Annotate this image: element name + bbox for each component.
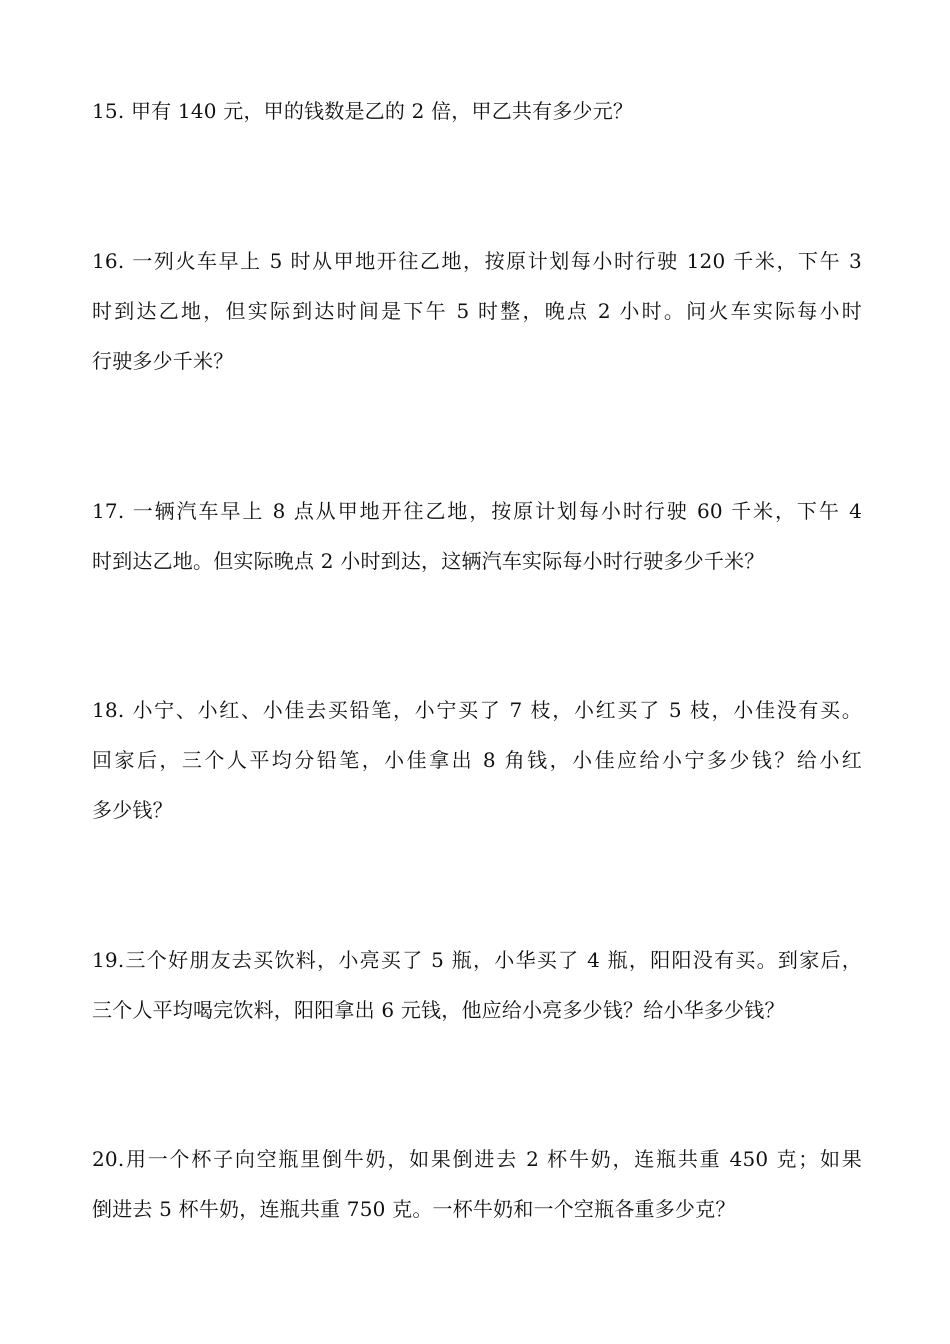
problem-19-line-2: 三个人平均喝完饮料，阳阳拿出 6 元钱，他应给小亮多少钱？给小华多少钱？ bbox=[92, 998, 785, 1022]
problem-19 bbox=[92, 935, 862, 1035]
problem-16 bbox=[92, 236, 862, 386]
problem-20 bbox=[92, 1134, 862, 1234]
problem-17-line-1: 17. 一辆汽车早上 8 点从甲地开往乙地，按原计划每小时行驶 60 千米，下午 4 bbox=[92, 499, 862, 523]
problem-16-line-1: 16. 一列火车早上 5 时从甲地开往乙地，按原计划每小时行驶 120 千米，下午 3 bbox=[92, 249, 862, 273]
problem-17-line-2: 时到达乙地。但实际晚点 2 小时到达，这辆汽车实际每小时行驶多少千米？ bbox=[92, 549, 765, 573]
problem-16-line-2: 时到达乙地，但实际到达时间是下午 5 时整，晚点 2 小时。问火车实际每小时 bbox=[92, 299, 862, 323]
problem-15 bbox=[92, 86, 862, 136]
problem-20-line-2: 倒进去 5 杯牛奶，连瓶共重 750 克。一杯牛奶和一个空瓶各重多少克？ bbox=[92, 1197, 736, 1221]
problem-18 bbox=[92, 685, 862, 835]
problem-18-line-1: 18. 小宁、小红、小佳去买铅笔，小宁买了 7 枝，小红买了 5 枝，小佳没有买。 bbox=[92, 698, 862, 722]
problem-18-line-2: 回家后，三个人平均分铅笔，小佳拿出 8 角钱，小佳应给小宁多少钱？给小红 bbox=[92, 748, 862, 772]
problem-19-line-1: 19.三个好朋友去买饮料，小亮买了 5 瓶，小华买了 4 瓶，阳阳没有买。到家后， bbox=[92, 948, 862, 972]
problem-16-line-3: 行驶多少千米？ bbox=[92, 349, 234, 373]
problem-18-line-3: 多少钱？ bbox=[92, 798, 173, 822]
problem-17 bbox=[92, 486, 862, 586]
problem-15-line-1: 15. 甲有 140 元，甲的钱数是乙的 2 倍，甲乙共有多少元？ bbox=[92, 99, 634, 123]
problem-20-line-1: 20.用一个杯子向空瓶里倒牛奶，如果倒进去 2 杯牛奶，连瓶共重 450 克；如果 bbox=[92, 1147, 862, 1171]
